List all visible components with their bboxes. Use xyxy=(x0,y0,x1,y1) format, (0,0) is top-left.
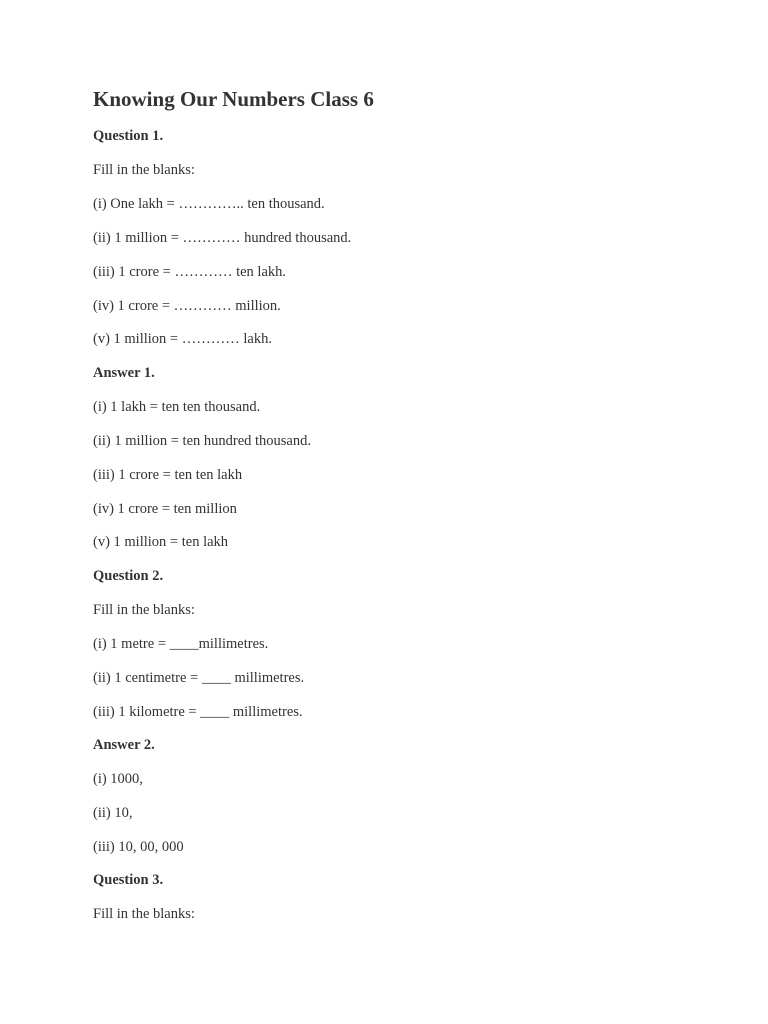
instruction-text: Fill in the blanks: xyxy=(93,602,195,618)
answer-item: (iv) 1 crore = ten million xyxy=(93,501,237,517)
answer-heading: Answer 2. xyxy=(93,737,155,753)
question-heading: Question 2. xyxy=(93,568,164,584)
question-item: (v) 1 million = ………… lakh. xyxy=(93,331,272,347)
answer-item: (iii) 1 crore = ten ten lakh xyxy=(93,467,243,483)
instruction-text: Fill in the blanks: xyxy=(93,906,195,922)
answer-item: (ii) 1 million = ten hundred thousand. xyxy=(93,433,311,449)
question-item: (ii) 1 centimetre = ____ millimetres. xyxy=(93,670,305,686)
answer-item: (i) 1000, xyxy=(93,771,143,787)
answer-item: (v) 1 million = ten lakh xyxy=(93,534,229,550)
answer-item: (iii) 10, 00, 000 xyxy=(93,839,184,855)
question-item: (iii) 1 crore = ………… ten lakh. xyxy=(93,264,287,280)
question-item: (i) One lakh = ………….. ten thousand. xyxy=(93,196,325,212)
question-heading: Question 1. xyxy=(93,128,164,144)
question-heading: Question 3. xyxy=(93,872,164,888)
question-item: (ii) 1 million = ………… hundred thousand. xyxy=(93,230,352,246)
answer-item: (ii) 10, xyxy=(93,805,133,821)
page-title: Knowing Our Numbers Class 6 xyxy=(93,87,374,111)
answer-heading: Answer 1. xyxy=(93,365,155,381)
question-item: (iii) 1 kilometre = ____ millimetres. xyxy=(93,704,303,720)
instruction-text: Fill in the blanks: xyxy=(93,162,195,178)
question-item: (iv) 1 crore = ………… million. xyxy=(93,298,281,314)
question-item: (i) 1 metre = ____millimetres. xyxy=(93,636,269,652)
answer-item: (i) 1 lakh = ten ten thousand. xyxy=(93,399,261,415)
